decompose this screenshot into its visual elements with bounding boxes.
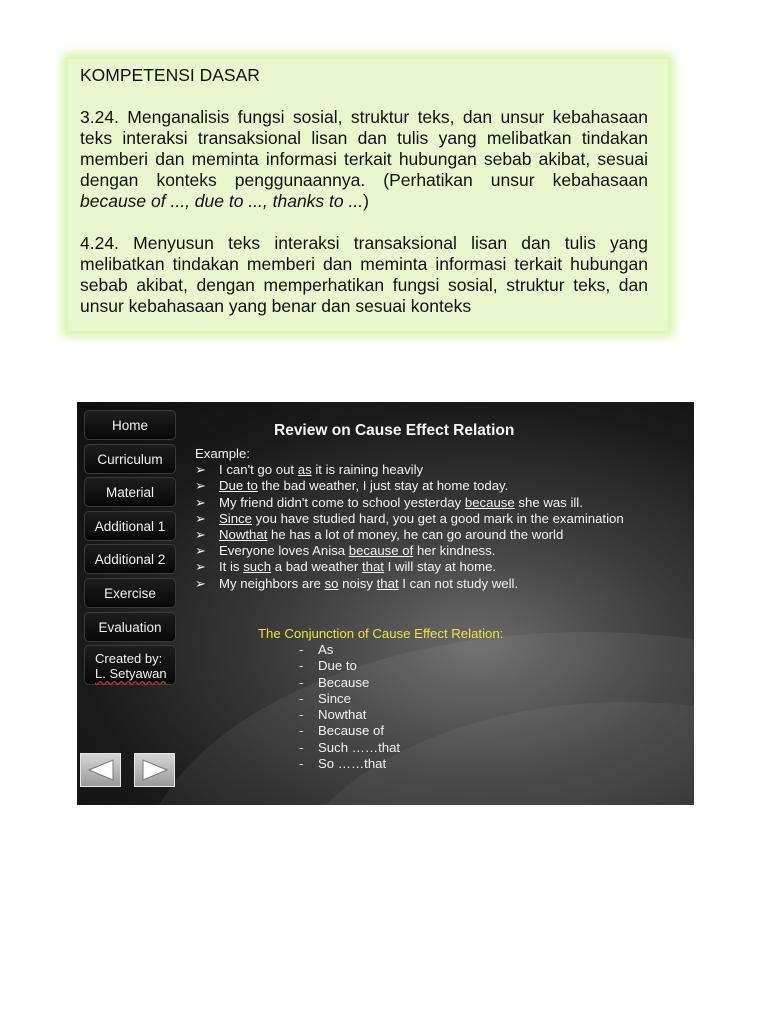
example-text: you have studied hard, you get a good mark in the examination [252,510,624,526]
conjunction-text: Due to [318,658,357,674]
example-item [195,559,673,575]
conjunction-text: So ……that [318,756,387,772]
example-text: a bad weather [271,559,362,575]
conjunction-text: Since [318,690,351,706]
previous-slide-button[interactable] [80,753,121,787]
competency-text [80,65,648,338]
conjunction-item [299,723,400,739]
conjunction-item [299,642,400,658]
underlined-conjunction: that [361,559,384,575]
dash-bullet: - [299,674,304,690]
example-list [195,462,673,592]
underlined-conjunction: because of [348,543,414,559]
competency-3-24-italic: because of ..., due to ..., thanks to ... [80,191,364,211]
creator-name-text: L. Setyawan [95,666,167,682]
arrow-bullet-icon: ➢ [195,494,207,510]
example-item [195,511,673,527]
next-slide-button[interactable] [134,753,175,787]
underlined-conjunction: Since [219,510,252,526]
example-item [195,478,673,494]
nav-home-button[interactable]: Home [84,410,176,440]
conjunction-item [299,675,400,691]
example-item [195,527,673,543]
arrow-bullet-icon: ➢ [195,510,207,526]
underlined-conjunction: such [243,559,272,575]
example-text: I can't go out [219,462,298,478]
dash-bullet: - [299,756,304,772]
example-text: she was ill. [514,494,583,510]
slide-nav-menu [84,410,178,689]
conjunction-text: Nowthat [318,707,367,723]
arrow-bullet-icon: ➢ [195,527,207,543]
created-by-label: Created by: [95,651,163,667]
example-text: it is raining heavily [311,462,424,478]
nav-additional-1-button[interactable]: Additional 1 [84,511,176,541]
example-text: I will stay at home. [383,559,497,575]
example-text: Everyone loves Anisa [219,543,349,559]
example-item [195,462,673,478]
conjunction-text: Because [318,674,370,690]
nav-evaluation-button[interactable]: Evaluation [84,612,176,642]
arrow-bullet-icon: ➢ [195,462,207,478]
example-item [195,495,673,511]
competency-3-24-text: 3.24. Menganalisis fungsi sosial, struktur teks, dan unsur kebahasaan teks interaksi transaksional lisan dan tulis yang melibatkan tindakan memberi dan meminta informasi terkait hubungan sebab akibat, sesuai dengan konteks penggunaannya. (Perhatikan unsur kebahasaan [80,107,648,190]
arrow-bullet-icon: ➢ [195,543,207,559]
dash-bullet: - [299,690,304,706]
dash-bullet: - [299,658,304,674]
conjunction-text: Such ……that [318,739,401,755]
example-item [195,576,673,592]
competency-3-24 [80,107,648,212]
dash-bullet: - [299,707,304,723]
underlined-conjunction: so [324,575,339,591]
created-by-box [84,645,176,685]
example-text: he has a lot of money, he can go around the world [267,527,564,543]
competency-box [68,59,668,331]
underlined-conjunction: that [376,575,399,591]
competency-3-24-end: ) [363,191,369,211]
dash-bullet: - [299,642,304,657]
underlined-conjunction: as [297,462,312,478]
right-arrow-icon [141,759,169,781]
nav-exercise-button[interactable]: Exercise [84,578,176,608]
nav-material-button[interactable]: Material [84,477,176,507]
nav-additional-2-button[interactable]: Additional 2 [84,544,176,574]
underlined-conjunction: Nowthat [219,527,268,543]
dash-bullet: - [299,739,304,755]
arrow-bullet-icon: ➢ [195,575,207,591]
conjunction-text: As [318,642,334,657]
example-text: noisy [338,575,377,591]
conjunction-item [299,740,400,756]
example-label: Example: [195,446,250,461]
left-arrow-icon [87,759,115,781]
example-text: the bad weather, I just stay at home today. [257,478,509,494]
conjunction-item [299,756,400,772]
creator-name [95,666,175,681]
nav-curriculum-button[interactable]: Curriculum [84,444,176,474]
competency-4-24: 4.24. Menyusun teks interaksi transaksional lisan dan tulis yang melibatkan tindakan memberi dan meminta informasi terkait hubungan sebab akibat, dengan memperhatikan fungsi sosial, struktur teks, dan unsur kebahasaan yang benar dan sesuai konteks [80,233,648,316]
underlined-conjunction: because [464,494,515,510]
conjunction-title: The Conjunction of Cause Effect Relation: [258,626,504,641]
underlined-conjunction: Due to [219,478,258,494]
example-text: My neighbors are [219,575,325,591]
example-text: her kindness. [413,543,496,559]
conjunction-item [299,691,400,707]
example-text: It is [219,559,244,575]
example-item [195,543,673,559]
presentation-slide [77,402,694,805]
dash-bullet: - [299,723,304,739]
competency-title: KOMPETENSI DASAR [80,65,260,85]
example-text: I can not study well. [398,575,519,591]
conjunction-list [299,642,400,772]
conjunction-item [299,707,400,723]
example-section [195,446,673,592]
example-text: My friend didn't come to school yesterday [219,494,465,510]
conjunction-item [299,658,400,674]
conjunction-text: Because of [318,723,384,739]
slide-title: Review on Cause Effect Relation [274,422,515,439]
arrow-bullet-icon: ➢ [195,478,207,494]
arrow-bullet-icon: ➢ [195,559,207,575]
